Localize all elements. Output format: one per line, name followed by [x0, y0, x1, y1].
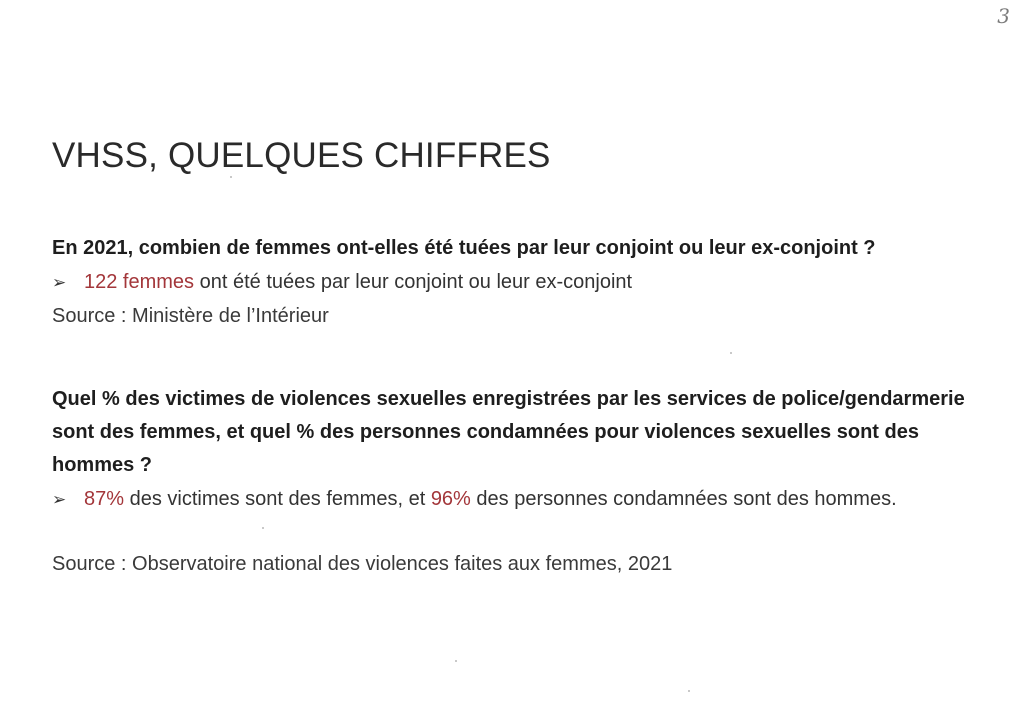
page-number: 3 — [997, 4, 1010, 28]
answer-2-highlight-victims: 87% — [84, 488, 125, 510]
scan-speck — [230, 176, 232, 178]
scan-speck — [262, 527, 264, 529]
question-2: Quel % des victimes de violences sexuelles enregistrées par les services de police/gendarmerie sont des femmes, et quel % des personnes condamnées pour violences sexuelles sont des hommes ? — [52, 388, 965, 476]
scan-speck — [688, 690, 690, 692]
answer-1 — [52, 267, 952, 298]
source-2: Source : Observatoire national des violences faites aux femmes, 2021 — [52, 553, 673, 575]
answer-2-end: des personnes condamnées sont des hommes. — [470, 488, 897, 510]
page-title: VHSS, QUELQUES CHIFFRES — [52, 136, 551, 175]
answer-2-highlight-convicted: 96% — [430, 488, 471, 510]
answer-2-text — [84, 484, 944, 514]
arrow-bullet-icon: ➢ — [52, 273, 67, 293]
answer-1-highlight: 122 femmes — [84, 271, 195, 293]
question-1: En 2021, combien de femmes ont-elles été tuées par leur conjoint ou leur ex-conjoint ? — [52, 237, 876, 259]
scan-speck — [730, 352, 732, 354]
answer-1-rest: ont été tuées par leur conjoint ou leur ex-conjoint — [194, 271, 633, 293]
scan-speck — [455, 660, 457, 662]
arrow-bullet-icon: ➢ — [52, 490, 67, 510]
answer-2 — [52, 484, 952, 515]
source-1: Source : Ministère de l’Intérieur — [52, 305, 329, 327]
answer-1-text — [84, 267, 944, 297]
answer-2-middle: des victimes sont des femmes, et — [124, 488, 431, 510]
